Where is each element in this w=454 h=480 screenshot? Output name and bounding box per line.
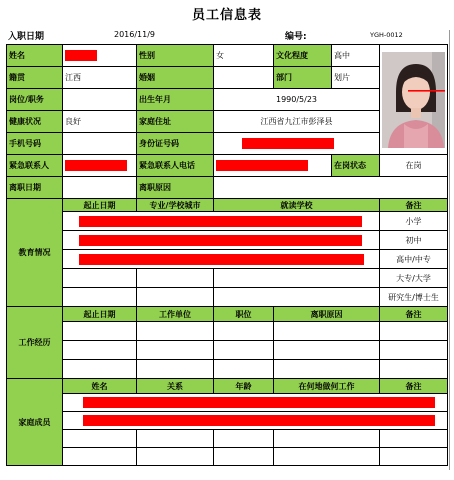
health-label: 健康状况 (7, 111, 63, 133)
education-col-major: 专业/学校城市 (137, 199, 214, 212)
row-name (7, 45, 448, 67)
work-col-employer: 工作单位 (137, 307, 214, 322)
work-cell[interactable] (63, 322, 137, 341)
redaction (79, 235, 362, 246)
family-col-work: 在何地做何工作 (274, 379, 380, 394)
row-emergency (7, 155, 448, 177)
family-col-name: 姓名 (63, 379, 137, 394)
education-note: 大专/大学 (380, 269, 448, 288)
redaction (65, 160, 127, 171)
education-row (7, 269, 448, 288)
redaction (79, 216, 362, 227)
address-value[interactable]: 江西省九江市彭泽县 (214, 111, 380, 133)
work-cell[interactable] (63, 341, 137, 360)
work-cell[interactable] (137, 322, 214, 341)
education-header-row (7, 199, 448, 212)
education-cell[interactable] (137, 288, 214, 307)
work-cell[interactable] (137, 360, 214, 379)
work-cell[interactable] (380, 360, 448, 379)
work-cell[interactable] (274, 360, 380, 379)
id-label: 身份证号码 (137, 133, 214, 155)
leave-date-value[interactable] (63, 177, 137, 199)
redaction (65, 50, 97, 61)
work-col-notes: 备注 (380, 307, 448, 322)
family-cell[interactable] (137, 448, 214, 466)
family-row (7, 448, 448, 466)
family-row-data[interactable] (63, 412, 448, 430)
work-row (7, 322, 448, 341)
work-cell[interactable] (214, 322, 274, 341)
status-label: 在岗状态 (332, 155, 380, 177)
redaction (242, 138, 334, 149)
leave-reason-label: 离职原因 (137, 177, 214, 199)
work-cell[interactable] (63, 360, 137, 379)
phone-label: 手机号码 (7, 133, 63, 155)
native-value[interactable]: 江西 (63, 67, 137, 89)
phone-value[interactable] (63, 133, 137, 155)
family-row (7, 394, 448, 412)
work-cell[interactable] (137, 341, 214, 360)
education-row-data[interactable] (63, 212, 380, 231)
work-row (7, 341, 448, 360)
redaction (79, 254, 364, 265)
work-section-label: 工作经历 (7, 307, 63, 379)
education-col-dates: 起止日期 (63, 199, 137, 212)
name-value[interactable] (63, 45, 137, 67)
sheet-gridline (449, 30, 450, 470)
education-col-school: 就读学校 (214, 199, 380, 212)
education-section-label: 教育情况 (7, 199, 63, 307)
family-cell[interactable] (63, 430, 137, 448)
education-note: 研究生/博士生 (380, 288, 448, 307)
family-section-label: 家庭成员 (7, 379, 63, 466)
leave-date-label: 离职日期 (7, 177, 63, 199)
position-label: 岗位/职务 (7, 89, 63, 111)
gender-label: 性别 (137, 45, 214, 67)
family-row (7, 412, 448, 430)
work-row (7, 360, 448, 379)
redaction (216, 160, 308, 171)
employee-number-value: YGH-0012 (370, 31, 403, 39)
leave-reason-value[interactable] (214, 177, 448, 199)
education-row (7, 212, 448, 231)
hire-date-value: 2016/11/9 (114, 30, 156, 39)
portrait-image (382, 52, 445, 148)
position-value[interactable] (63, 89, 137, 111)
native-label: 籍贯 (7, 67, 63, 89)
education-row (7, 250, 448, 269)
family-cell[interactable] (380, 448, 448, 466)
education-col-notes: 备注 (380, 199, 448, 212)
page-title: 员工信息表 (191, 8, 262, 23)
family-col-relation: 关系 (137, 379, 214, 394)
education-cell[interactable] (214, 269, 380, 288)
dept-label: 部门 (274, 67, 332, 89)
health-value[interactable]: 良好 (63, 111, 137, 133)
photo-cell (380, 45, 448, 155)
name-label: 姓名 (7, 45, 63, 67)
redaction (83, 415, 435, 426)
education-cell[interactable] (63, 288, 137, 307)
education-row-data[interactable] (63, 250, 380, 269)
work-cell[interactable] (380, 341, 448, 360)
education-note: 高中/中专 (380, 250, 448, 269)
education-note: 小学 (380, 212, 448, 231)
dept-value[interactable]: 划片 (332, 67, 380, 89)
family-cell[interactable] (214, 448, 274, 466)
gender-value[interactable]: 女 (214, 45, 274, 67)
emergency-label: 紧急联系人 (7, 155, 63, 177)
work-cell[interactable] (274, 322, 380, 341)
work-col-position: 职位 (214, 307, 274, 322)
family-cell[interactable] (137, 430, 214, 448)
education-cell[interactable] (63, 269, 137, 288)
status-value[interactable]: 在岗 (380, 155, 448, 177)
birth-label: 出生年月 (137, 89, 214, 111)
education-label: 文化程度 (274, 45, 332, 67)
work-cell[interactable] (380, 322, 448, 341)
emergency-phone-label: 紧急联系人电话 (137, 155, 214, 177)
education-cell[interactable] (214, 288, 380, 307)
work-col-dates: 起止日期 (63, 307, 137, 322)
education-row (7, 288, 448, 307)
hire-date-label: 入职日期 (8, 32, 45, 42)
education-row (7, 231, 448, 250)
row-leave (7, 177, 448, 199)
work-col-reason: 离职原因 (274, 307, 380, 322)
employee-info-table (6, 44, 448, 466)
education-row-data[interactable] (63, 231, 380, 250)
family-cell[interactable] (380, 430, 448, 448)
family-row (7, 430, 448, 448)
work-cell[interactable] (274, 341, 380, 360)
family-cell[interactable] (274, 448, 380, 466)
family-cell[interactable] (214, 430, 274, 448)
marital-label: 婚姻 (137, 67, 214, 89)
address-label: 家庭住址 (137, 111, 214, 133)
id-value[interactable] (214, 133, 380, 155)
education-note: 初中 (380, 231, 448, 250)
birth-value[interactable]: 1990/5/23 (214, 89, 380, 111)
emergency-phone-value[interactable] (214, 155, 332, 177)
work-header-row (7, 307, 448, 322)
work-cell[interactable] (214, 360, 274, 379)
redaction (83, 397, 435, 408)
family-header-row (7, 379, 448, 394)
family-cell[interactable] (274, 430, 380, 448)
employee-number-label: 编号: (285, 32, 307, 42)
emergency-value[interactable] (63, 155, 137, 177)
family-col-age: 年龄 (214, 379, 274, 394)
work-cell[interactable] (214, 341, 274, 360)
family-cell[interactable] (63, 448, 137, 466)
marital-value[interactable] (214, 67, 274, 89)
family-col-notes: 备注 (380, 379, 448, 394)
education-cell[interactable] (137, 269, 214, 288)
family-row-data[interactable] (63, 394, 448, 412)
employee-photo (382, 52, 445, 148)
education-value[interactable]: 高中 (332, 45, 380, 67)
